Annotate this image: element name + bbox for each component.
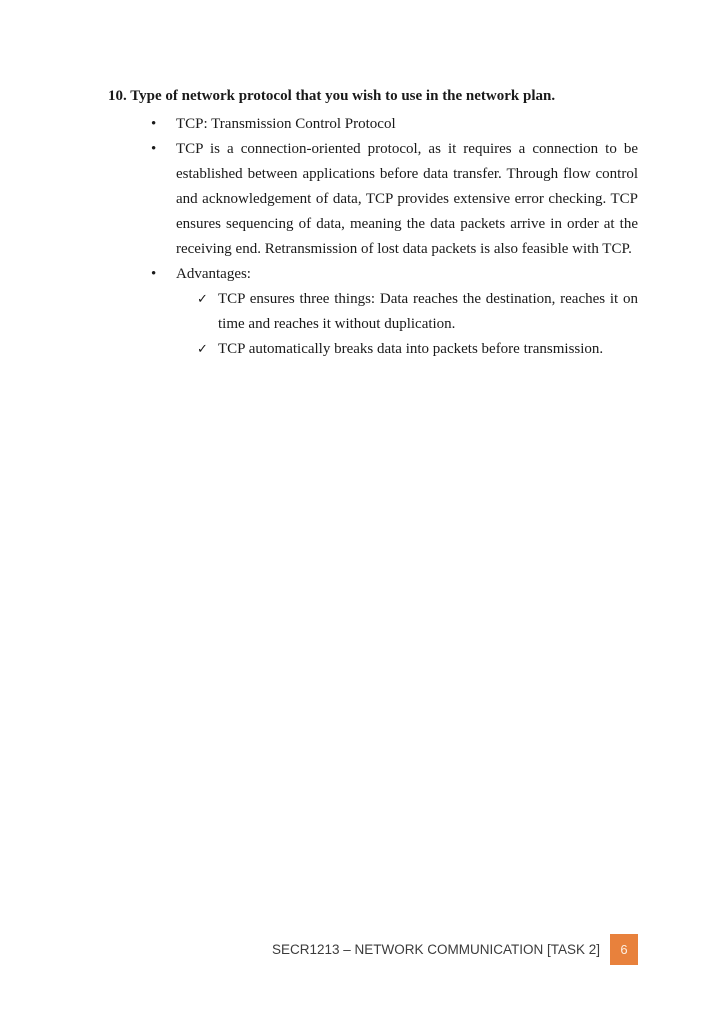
check-icon: ✓	[197, 292, 208, 307]
section-heading: 10. Type of network protocol that you wish to use in the network plan.	[108, 88, 556, 104]
sub-list-item-text: TCP automatically breaks data into packets before transmission.	[218, 341, 604, 357]
page-number-box	[610, 934, 638, 965]
sub-list-item	[108, 337, 638, 362]
footer-title: SECR1213 – NETWORK COMMUNICATION [TASK 2]	[271, 942, 600, 957]
page-footer	[272, 934, 638, 965]
document-body	[108, 84, 638, 362]
bullet-icon: •	[151, 141, 157, 157]
sub-list-item	[108, 287, 638, 337]
bullet-icon: •	[151, 266, 157, 282]
sub-list-item-text: TCP ensures three things: Data reaches the destination, reaches it on time and reaches it without duplication.	[218, 291, 638, 332]
check-icon: ✓	[197, 342, 208, 357]
page-number: 6	[620, 942, 628, 957]
list-item-text: Advantages:	[176, 266, 251, 282]
list-item	[108, 112, 638, 137]
list-item-text: TCP is a connection-oriented protocol, as it requires a connection to be established between applications before data transfer. Through flow control and acknowledgement of data, TCP provides extensive error checking. TCP ensures sequencing of data, meaning the data packets arrive in order at the receiving end. Retransmission of lost data packets is also feasible with TCP.	[176, 141, 638, 257]
list-item	[108, 137, 638, 262]
list-item	[108, 262, 638, 287]
list-item-text: TCP: Transmission Control Protocol	[176, 116, 396, 132]
bullet-icon: •	[151, 116, 157, 132]
